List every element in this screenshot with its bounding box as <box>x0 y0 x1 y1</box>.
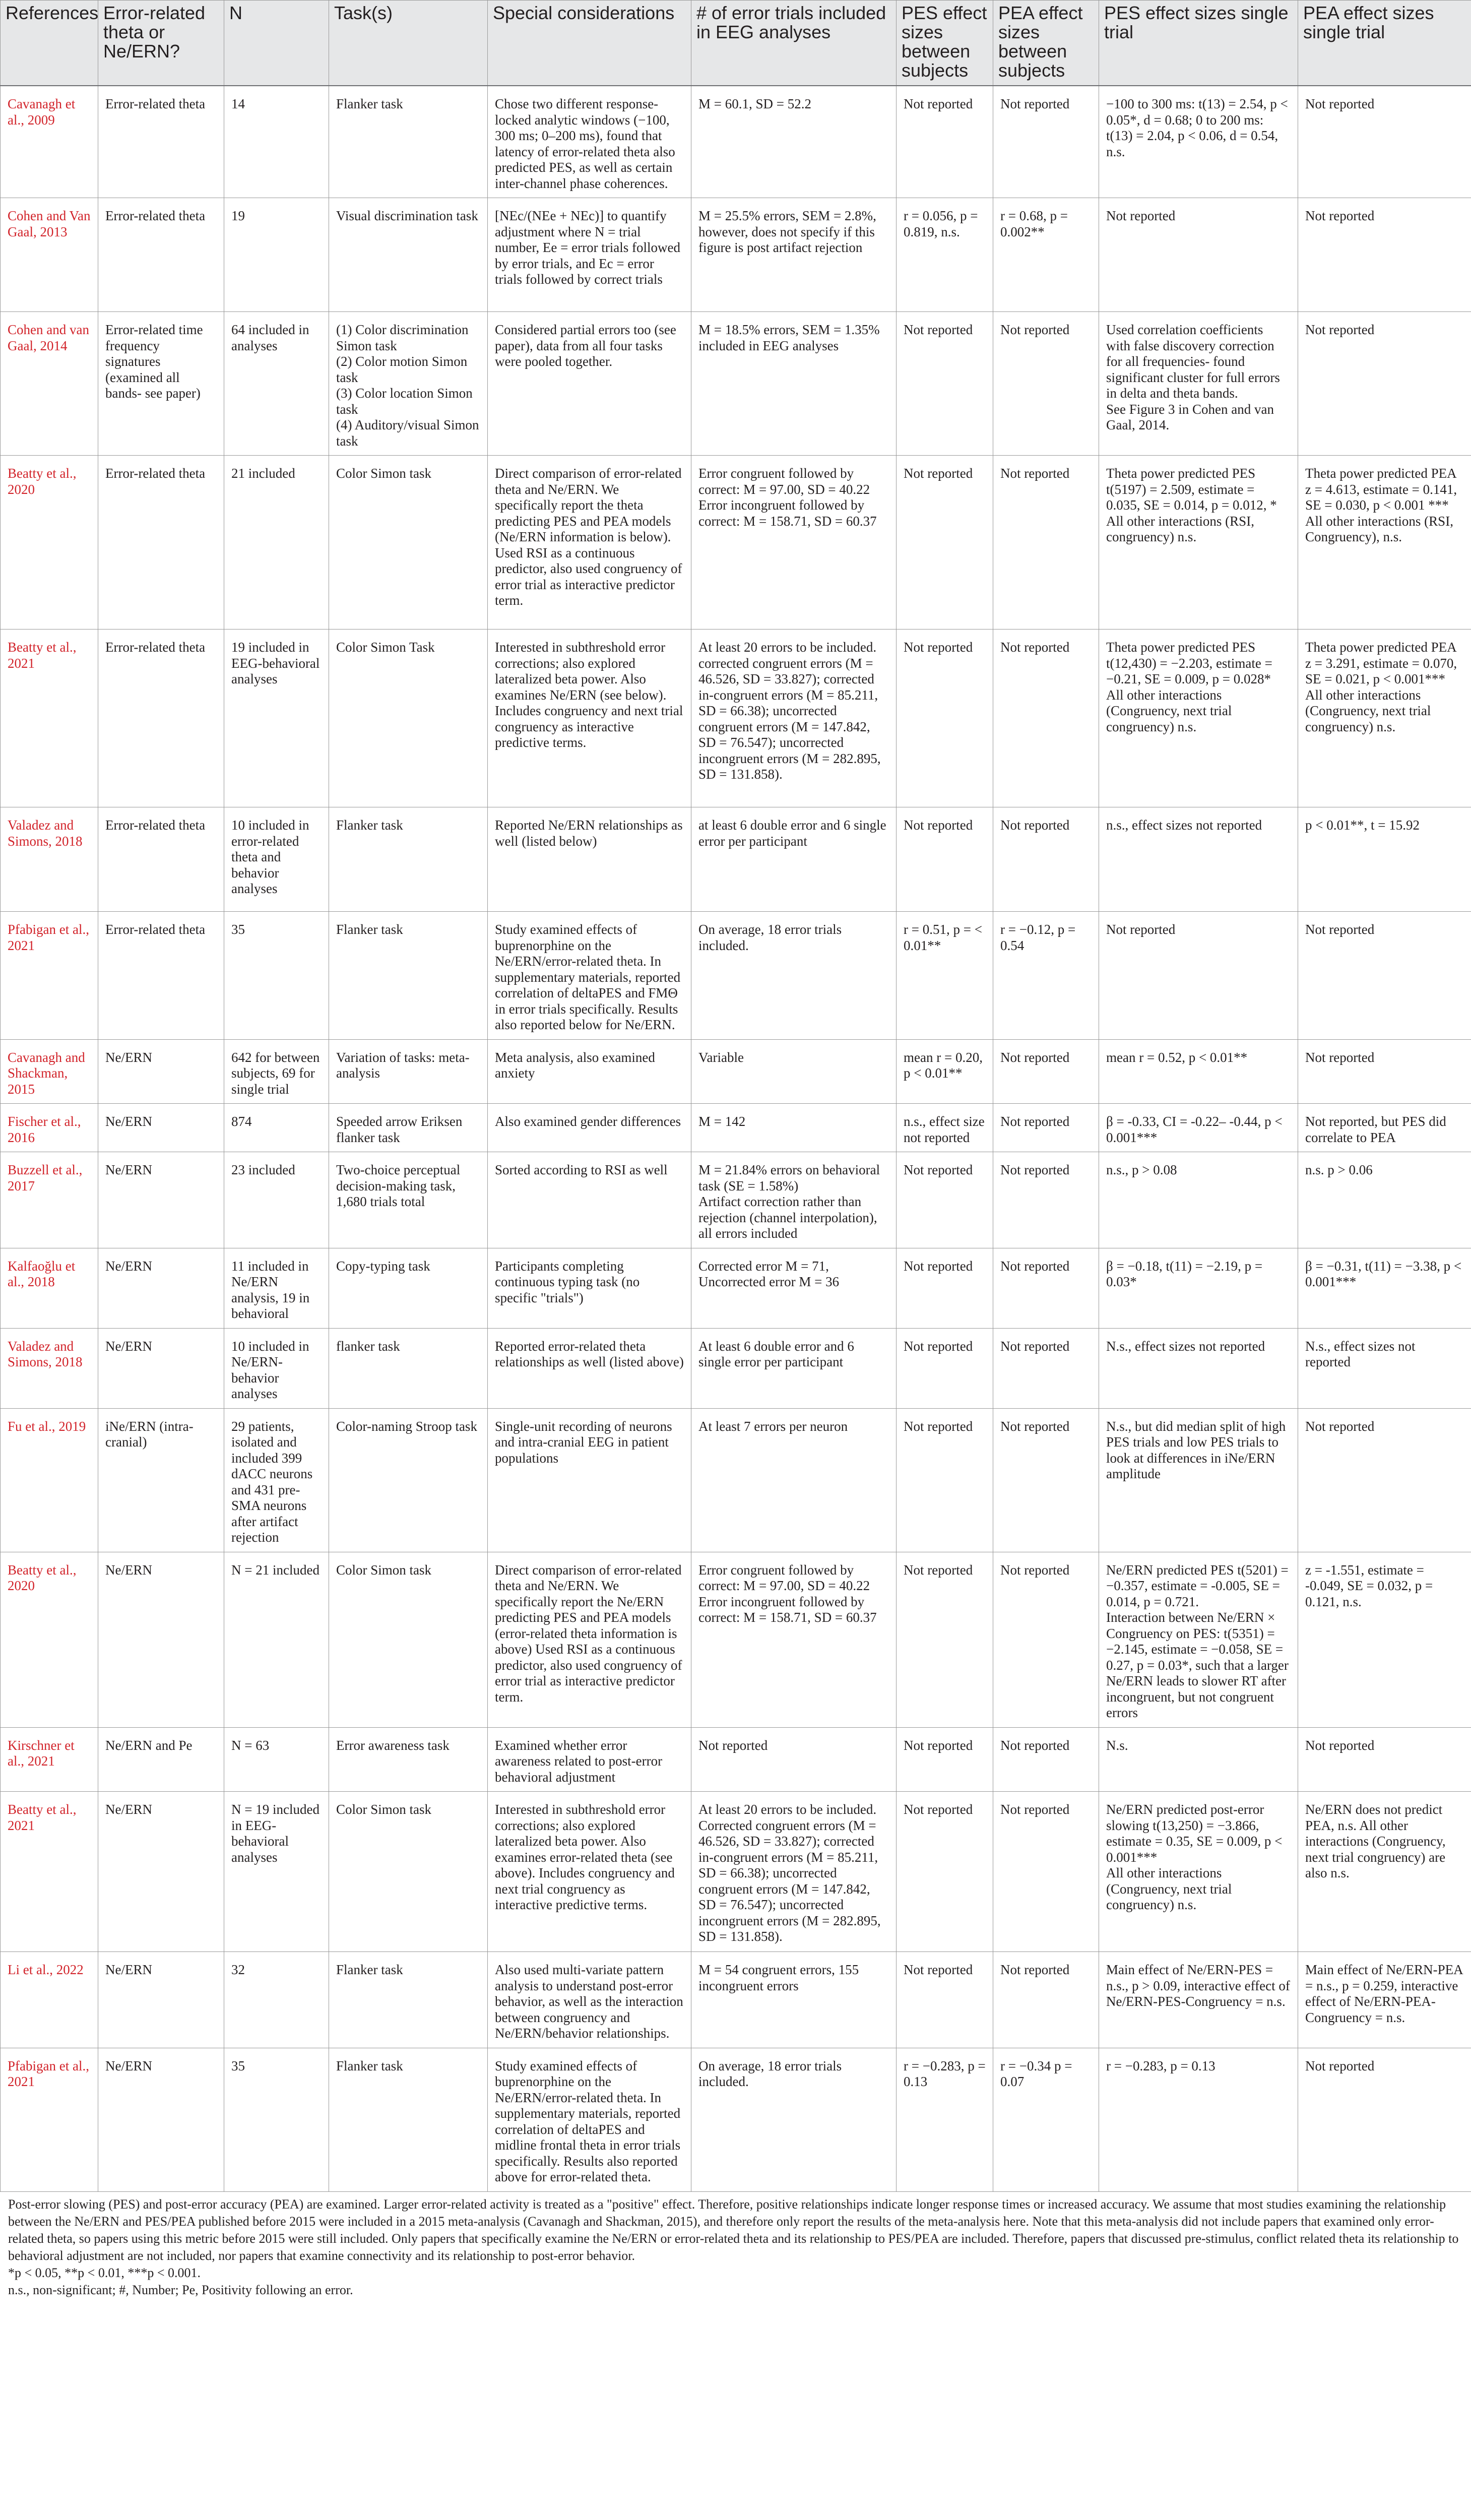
table-cell: Flanker task <box>329 86 488 198</box>
table-cell: p < 0.01**, t = 15.92 <box>1298 807 1471 912</box>
column-header: PEA effect sizes between subjects <box>993 1 1099 86</box>
table-cell: Not reported <box>897 1792 993 1952</box>
table-cell: Not reported <box>993 312 1099 456</box>
table-cell: Not reported, but PES did correlate to PEA <box>1298 1104 1471 1152</box>
table-cell: β = −0.31, t(11) = −3.38, p < 0.001*** <box>1298 1248 1471 1328</box>
table-cell: r = 0.51, p = < 0.01** <box>897 912 993 1040</box>
cell-line: Error congruent followed by correct: M = 97.00, SD = 40.22 <box>698 1562 870 1593</box>
table-row <box>1 1104 1471 1152</box>
table-cell: 11 included in Ne/ERN analysis, 19 in behavioral <box>224 1248 329 1328</box>
cell-line: All other interactions (RSI, congruency) n.s. <box>1106 513 1254 544</box>
table-cell: Not reported <box>897 1152 993 1248</box>
table-cell: Ne/ERN <box>98 1104 224 1152</box>
table-cell: Ne/ERN <box>98 1792 224 1952</box>
table-cell: Not reported <box>993 86 1099 198</box>
table-cell: Not reported <box>993 1952 1099 2048</box>
table-cell: 64 included in analyses <box>224 312 329 456</box>
table-cell: Flanker task <box>329 1952 488 2048</box>
table-row <box>1 1552 1471 1727</box>
table-cell: 874 <box>224 1104 329 1152</box>
cell-line: (3) Color location Simon task <box>336 386 473 417</box>
table-cell: Error awareness task <box>329 1727 488 1792</box>
table-cell: Not reported <box>1298 1039 1471 1104</box>
table-cell: Ne/ERN does not predict PEA, n.s. All other interactions (Congruency, next trial congruency) are also n.s. <box>1298 1792 1471 1952</box>
table-cell: N = 63 <box>224 1727 329 1792</box>
table-cell: Not reported <box>993 456 1099 629</box>
table-cell: Not reported <box>993 1408 1099 1552</box>
column-header: PES effect sizes between subjects <box>897 1 993 86</box>
table-cell: Copy-typing task <box>329 1248 488 1328</box>
table-row <box>1 1328 1471 1408</box>
table-cell <box>329 312 488 456</box>
reference-link[interactable]: Valadez and Simons, 2018 <box>1 1328 98 1408</box>
table-cell: Not reported <box>993 629 1099 807</box>
cell-line: Error congruent followed by correct: M = 97.00, SD = 40.22 <box>698 466 870 497</box>
cell-line: All other interactions (RSI, Congruency), n.s. <box>1305 513 1453 544</box>
table-cell: Interested in subthreshold error corrections; also explored lateralized beta power. Also examines Ne/ERN (see below). Includes congruency and next trial congruency as interactive predictive terms. <box>488 629 691 807</box>
table-cell: 29 patients, isolated and included 399 dACC neurons and 431 pre-SMA neurons after artifact rejection <box>224 1408 329 1552</box>
column-header: N <box>224 1 329 86</box>
table-cell: r = −0.12, p = 0.54 <box>993 912 1099 1040</box>
table-cell: N.s., but did median split of high PES trials and low PES trials to look at differences in iNe/ERN amplitude <box>1099 1408 1298 1552</box>
footnote-significance: *p < 0.05, **p < 0.01, ***p < 0.001. <box>8 2265 201 2280</box>
table-cell: Ne/ERN and Pe <box>98 1727 224 1792</box>
table-cell: n.s., effect sizes not reported <box>1099 807 1298 912</box>
reference-link[interactable]: Li et al., 2022 <box>1 1952 98 2048</box>
table-cell: Color Simon task <box>329 456 488 629</box>
table-cell: Not reported <box>1099 198 1298 312</box>
table-cell: Ne/ERN <box>98 1952 224 2048</box>
table-cell: r = 0.68, p = 0.002** <box>993 198 1099 312</box>
table-cell: 19 <box>224 198 329 312</box>
table-cell: M = 142 <box>691 1104 897 1152</box>
table-cell: Single-unit recording of neurons and intra-cranial EEG in patient populations <box>488 1408 691 1552</box>
table-body <box>1 86 1471 2191</box>
table-cell: Also examined gender differences <box>488 1104 691 1152</box>
table-cell: β = −0.18, t(11) = −2.19, p = 0.03* <box>1099 1248 1298 1328</box>
table-cell: Not reported <box>897 86 993 198</box>
table-cell: Not reported <box>1298 86 1471 198</box>
table-row <box>1 1248 1471 1328</box>
cell-line: All other interactions (Congruency, next trial congruency) n.s. <box>1106 687 1232 734</box>
table-cell: Not reported <box>897 312 993 456</box>
table-cell: Participants completing continuous typing task (no specific "trials") <box>488 1248 691 1328</box>
table-cell: 35 <box>224 2048 329 2191</box>
table-cell: Ne/ERN <box>98 1552 224 1727</box>
table-row <box>1 912 1471 1040</box>
table-cell: n.s., effect size not reported <box>897 1104 993 1152</box>
table-cell: Not reported <box>993 1248 1099 1328</box>
table-row <box>1 1152 1471 1248</box>
table-cell: 10 included in Ne/ERN-behavior analyses <box>224 1328 329 1408</box>
column-header: References <box>1 1 98 86</box>
table-cell: Speeded arrow Eriksen flanker task <box>329 1104 488 1152</box>
table-cell: Flanker task <box>329 2048 488 2191</box>
table-cell: Direct comparison of error-related theta and Ne/ERN. We specifically report the theta predicting PES and PEA models (Ne/ERN information is below). Used RSI as a continuous predictor, also used congruency of error trial as interactive predictor term. <box>488 456 691 629</box>
cell-line: (1) Color discrimination Simon task <box>336 322 469 353</box>
table-cell: Not reported <box>1298 1408 1471 1552</box>
reference-link[interactable]: Fu et al., 2019 <box>1 1408 98 1552</box>
table-cell: r = −0.283, p = 0.13 <box>1099 2048 1298 2191</box>
table-cell: Main effect of Ne/ERN-PES = n.s., p > 0.09, interactive effect of Ne/ERN-PES-Congruency = n.s. <box>1099 1952 1298 2048</box>
table-cell <box>1298 456 1471 629</box>
table-cell: Interested in subthreshold error corrections; also explored lateralized beta power. Also examines error-related theta (see above). Includes congruency and next trial congruency as interactive predictive terms. <box>488 1792 691 1952</box>
table-cell: flanker task <box>329 1328 488 1408</box>
table-cell: [NEc/(NEe + NEc)] to quantify adjustment where N = trial number, Ee = error trials followed by error trials, and Ec = error trials followed by correct trials <box>488 198 691 312</box>
cell-line: (4) Auditory/visual Simon task <box>336 417 479 449</box>
table-cell: 642 for between subjects, 69 for single trial <box>224 1039 329 1104</box>
table-cell: Study examined effects of buprenorphine on the Ne/ERN/error-related theta. In supplementary materials, reported correlation of deltaPES and midline frontal theta in error trials specifically. Results also reported above for error-related theta. <box>488 2048 691 2191</box>
table-cell: Two-choice perceptual decision-making task, 1,680 trials total <box>329 1152 488 1248</box>
table-cell: At least 7 errors per neuron <box>691 1408 897 1552</box>
reference-link[interactable]: Kirschner et al., 2021 <box>1 1727 98 1792</box>
table-cell: Error-related theta <box>98 629 224 807</box>
table-cell: 21 included <box>224 456 329 629</box>
table-cell: Not reported <box>897 1408 993 1552</box>
table-cell: Error-related theta <box>98 456 224 629</box>
table-cell <box>1298 629 1471 807</box>
reference-link[interactable]: Beatty et al., 2021 <box>1 629 98 807</box>
table-cell: M = 25.5% errors, SEM = 2.8%, however, does not specify if this figure is post artifact rejection <box>691 198 897 312</box>
table-row <box>1 1727 1471 1792</box>
table-cell: Color Simon task <box>329 1552 488 1727</box>
table-cell: Study examined effects of buprenorphine on the Ne/ERN/error-related theta. In supplementary materials, reported correlation of deltaPES and FMΘ in error trials specifically. Results also reported below for Ne/ERN. <box>488 912 691 1040</box>
table-cell: Not reported <box>897 1328 993 1408</box>
cell-line: All other interactions (Congruency, next trial congruency) n.s. <box>1106 1865 1232 1912</box>
table-cell <box>1099 1792 1298 1952</box>
table-cell: Reported error-related theta relationships as well (listed above) <box>488 1328 691 1408</box>
reference-link[interactable]: Fischer et al., 2016 <box>1 1104 98 1152</box>
table-cell: mean r = 0.52, p < 0.01** <box>1099 1039 1298 1104</box>
table-row <box>1 629 1471 807</box>
cell-line: Theta power predicted PEA z = 3.291, estimate = 0.070, SE = 0.021, p < 0.001*** <box>1305 640 1457 686</box>
table-cell: Variable <box>691 1039 897 1104</box>
cell-line: Theta power predicted PES t(12,430) = −2.203, estimate = −0.21, SE = 0.009, p = 0.028* <box>1106 640 1272 686</box>
reference-link[interactable]: Beatty et al., 2021 <box>1 1792 98 1952</box>
table-cell: Ne/ERN <box>98 1328 224 1408</box>
reference-link[interactable]: Cavanagh et al., 2009 <box>1 86 98 198</box>
cell-line: (2) Color motion Simon task <box>336 354 468 385</box>
table-cell: r = 0.056, p = 0.819, n.s. <box>897 198 993 312</box>
table-cell: Direct comparison of error-related theta and Ne/ERN. We specifically report the Ne/ERN predicting PES and PEA models (error-related theta information is above) Used RSI as a continuous predictor, also used congruency of error trial as interactive predictor term. <box>488 1552 691 1727</box>
footnote-abbreviations: n.s., non-significant; #, Number; Pe, Positivity following an error. <box>8 2282 353 2297</box>
table-cell <box>1099 456 1298 629</box>
table-row <box>1 1408 1471 1552</box>
table-cell: Visual discrimination task <box>329 198 488 312</box>
table-cell: −100 to 300 ms: t(13) = 2.54, p < 0.05*, d = 0.68; 0 to 200 ms: t(13) = 2.04, p < 0.06, d = 0.54, n.s. <box>1099 86 1298 198</box>
table-cell: Variation of tasks: meta-analysis <box>329 1039 488 1104</box>
column-header: PES effect sizes single trial <box>1099 1 1298 86</box>
table-row <box>1 1952 1471 2048</box>
table-cell: Not reported <box>897 1248 993 1328</box>
table-cell: 35 <box>224 912 329 1040</box>
table-cell: At least 6 double error and 6 single error per participant <box>691 1328 897 1408</box>
cell-line: Ne/ERN predicted PES t(5201) = −0.357, estimate = -0.005, SE = 0.014, p = 0.721. <box>1106 1562 1289 1609</box>
table-cell: 32 <box>224 1952 329 2048</box>
table-cell: Examined whether error awareness related to post-error behavioral adjustment <box>488 1727 691 1792</box>
table-cell: Not reported <box>1298 198 1471 312</box>
reference-link[interactable]: Cohen and Van Gaal, 2013 <box>1 198 98 312</box>
table-cell: Not reported <box>1298 912 1471 1040</box>
table-row <box>1 807 1471 912</box>
table-cell <box>691 1552 897 1727</box>
table-cell: Main effect of Ne/ERN-PEA = n.s., p = 0.259, interactive effect of Ne/ERN-PEA-Congruency = n.s. <box>1298 1952 1471 2048</box>
table-cell: z = -1.551, estimate = -0.049, SE = 0.032, p = 0.121, n.s. <box>1298 1552 1471 1727</box>
table-row <box>1 312 1471 456</box>
table-cell: iNe/ERN (intra-cranial) <box>98 1408 224 1552</box>
reference-link[interactable]: Pfabigan et al., 2021 <box>1 912 98 1040</box>
table-cell: On average, 18 error trials included. <box>691 2048 897 2191</box>
table-cell: M = 54 congruent errors, 155 incongruent errors <box>691 1952 897 2048</box>
table-cell: Considered partial errors too (see paper), data from all four tasks were pooled together. <box>488 312 691 456</box>
table-cell: Not reported <box>897 1552 993 1727</box>
table-cell: Not reported <box>897 807 993 912</box>
cell-line: Interaction between Ne/ERN × Congruency on PES: t(5351) = −2.145, estimate = −0.058, SE = 0.27, p = 0.03*, such that a larger Ne/ERN leads to slower RT after incongruent, but not congruent errors <box>1106 1610 1289 1720</box>
table-cell: Not reported <box>1099 912 1298 1040</box>
table-cell: Color Simon task <box>329 1792 488 1952</box>
table-cell: Not reported <box>1298 2048 1471 2191</box>
table-row <box>1 1039 1471 1104</box>
table-cell: 19 included in EEG-behavioral analyses <box>224 629 329 807</box>
header-row <box>1 1 1471 86</box>
reference-link[interactable]: Cohen and van Gaal, 2014 <box>1 312 98 456</box>
footnote-main: Post-error slowing (PES) and post-error accuracy (PEA) are examined. Larger error-related activity is treated as a "positive" effect. Therefore, positive relationships indicate longer response times or increased accuracy. We assume that most studies examining the relationship between the Ne/ERN and PES/PEA published before 2015 were included in a 2015 meta-analysis (Cavanagh and Shackman, 2015), and therefore only report the results of the meta-analysis here. Note that this meta-analysis did not include papers that examined only error-related theta, so papers using this metric before 2015 were still included. Only papers that specifically examine the Ne/ERN or error-related theta and its relationship to PES/PEA are included. Therefore, papers that discussed pre-stimulus, conflict related theta its relationship to behavioral adjustment are not included, nor papers that examine connectivity and its relationship to post-error behavior. <box>8 2196 1459 2263</box>
reference-link[interactable]: Beatty et al., 2020 <box>1 1552 98 1727</box>
table-cell: mean r = 0.20, p < 0.01** <box>897 1039 993 1104</box>
table-cell: Not reported <box>897 1727 993 1792</box>
table-cell: Ne/ERN <box>98 1039 224 1104</box>
table-row <box>1 86 1471 198</box>
table-row <box>1 1792 1471 1952</box>
table-cell: 10 included in error-related theta and behavior analyses <box>224 807 329 912</box>
cell-line: All other interactions (Congruency, next trial congruency) n.s. <box>1305 687 1431 734</box>
table-cell: Flanker task <box>329 912 488 1040</box>
table-cell: N.s. <box>1099 1727 1298 1792</box>
table-cell: Sorted according to RSI as well <box>488 1152 691 1248</box>
table-cell: Error-related theta <box>98 86 224 198</box>
cell-line: Artifact correction rather than rejection (channel interpolation), all errors included <box>698 1194 877 1241</box>
table-cell: Meta analysis, also examined anxiety <box>488 1039 691 1104</box>
table-cell: Not reported <box>897 1952 993 2048</box>
table-cell: M = 60.1, SD = 52.2 <box>691 86 897 198</box>
table-cell: Error-related theta <box>98 912 224 1040</box>
reference-link[interactable]: Pfabigan et al., 2021 <box>1 2048 98 2191</box>
table-cell: at least 6 double error and 6 single error per participant <box>691 807 897 912</box>
column-header: Task(s) <box>329 1 488 86</box>
table-cell: At least 20 errors to be included. Corrected congruent errors (M = 46.526, SD = 33.827); corrected in-congruent errors (M = 85.211, SD = 66.38); uncorrected congruent errors (M = 147.842, SD = 76.547); uncorrected incongruent errors (M = 282.895, SD = 131.858). <box>691 1792 897 1952</box>
column-header: Special considerations <box>488 1 691 86</box>
table-cell: N = 21 included <box>224 1552 329 1727</box>
cell-line: See Figure 3 in Cohen and van Gaal, 2014. <box>1106 401 1274 432</box>
table-cell: Not reported <box>897 629 993 807</box>
table-cell: Flanker task <box>329 807 488 912</box>
table-cell: M = 18.5% errors, SEM = 1.35% included in EEG analyses <box>691 312 897 456</box>
table-cell <box>1099 629 1298 807</box>
cell-line: Error incongruent followed by correct: M = 158.71, SD = 60.37 <box>698 497 877 529</box>
table-cell: n.s. p > 0.06 <box>1298 1152 1471 1248</box>
cell-line: Theta power predicted PES t(5197) = 2.509, estimate = 0.035, SE = 0.014, p = 0.012, * <box>1106 466 1277 513</box>
table-cell: Not reported <box>1298 312 1471 456</box>
table-cell <box>1099 1552 1298 1727</box>
table-cell <box>1099 312 1298 456</box>
table-cell: Ne/ERN <box>98 2048 224 2191</box>
cell-line: Theta power predicted PEA z = 4.613, estimate = 0.141, SE = 0.030, p < 0.001 *** <box>1305 466 1457 513</box>
table-cell: N.s., effect sizes not reported <box>1298 1328 1471 1408</box>
column-header: PEA effect sizes single trial <box>1298 1 1471 86</box>
table-cell: Error-related theta <box>98 807 224 912</box>
table-cell: Error-related theta <box>98 198 224 312</box>
table-cell: Ne/ERN <box>98 1248 224 1328</box>
table-cell: Not reported <box>993 1792 1099 1952</box>
table-cell: Not reported <box>993 1152 1099 1248</box>
table-footnote <box>0 2192 1471 2299</box>
table-cell: Not reported <box>993 1039 1099 1104</box>
table-cell: Not reported <box>993 1328 1099 1408</box>
table-cell: n.s., p > 0.08 <box>1099 1152 1298 1248</box>
reference-link[interactable]: Cavanagh and Shackman, 2015 <box>1 1039 98 1104</box>
table-cell: Reported Ne/ERN relationships as well (listed below) <box>488 807 691 912</box>
table-cell: N = 19 included in EEG-behavioral analyses <box>224 1792 329 1952</box>
table-cell: r = −0.34 p = 0.07 <box>993 2048 1099 2191</box>
table-cell: Not reported <box>897 456 993 629</box>
table-cell: Not reported <box>993 1552 1099 1727</box>
reference-link[interactable]: Buzzell et al., 2017 <box>1 1152 98 1248</box>
table-cell: β = -0.33, CI = -0.22– -0.44, p < 0.001*** <box>1099 1104 1298 1152</box>
cell-line: Used correlation coefficients with false discovery correction for all frequencies- found significant cluster for full errors in delta and theta bands. <box>1106 322 1280 401</box>
table-cell: Not reported <box>993 807 1099 912</box>
table-cell <box>691 1152 897 1248</box>
table-cell: Chose two different response-locked analytic windows (−100, 300 ms; 0–200 ms), found that latency of error-related theta also predicted PES, as well as certain inter-channel phase coherences. <box>488 86 691 198</box>
table-cell: Not reported <box>993 1104 1099 1152</box>
column-header: # of error trials included in EEG analyses <box>691 1 897 86</box>
table-cell: r = −0.283, p = 0.13 <box>897 2048 993 2191</box>
table-cell: Not reported <box>993 1727 1099 1792</box>
table-cell: 23 included <box>224 1152 329 1248</box>
column-header: Error-related theta or Ne/ERN? <box>98 1 224 86</box>
reference-link[interactable]: Valadez and Simons, 2018 <box>1 807 98 912</box>
table-cell: Not reported <box>691 1727 897 1792</box>
table-cell: At least 20 errors to be included. corrected congruent errors (M = 46.526, SD = 33.827); corrected in-congruent errors (M = 85.211, SD = 66.38); uncorrected congruent errors (M = 147.842, SD = 76.547); uncorrected incongruent errors (M = 282.895, SD = 131.858). <box>691 629 897 807</box>
table-cell: Error-related time frequency signatures (examined all bands- see paper) <box>98 312 224 456</box>
table-cell <box>691 456 897 629</box>
table-row <box>1 198 1471 312</box>
reference-link[interactable]: Beatty et al., 2020 <box>1 456 98 629</box>
table-cell: Also used multi-variate pattern analysis to understand post-error behavior, as well as the interaction between congruency and Ne/ERN/behavior relationships. <box>488 1952 691 2048</box>
table-row <box>1 456 1471 629</box>
table-row <box>1 2048 1471 2191</box>
cell-line: M = 21.84% errors on behavioral task (SE = 1.58%) <box>698 1162 880 1193</box>
table-cell: On average, 18 error trials included. <box>691 912 897 1040</box>
table-cell: 14 <box>224 86 329 198</box>
table-cell: Ne/ERN <box>98 1152 224 1248</box>
cell-line: Error incongruent followed by correct: M = 158.71, SD = 60.37 <box>698 1594 877 1625</box>
table-cell: Not reported <box>1298 1727 1471 1792</box>
reference-link[interactable]: Kalfaoğlu et al., 2018 <box>1 1248 98 1328</box>
cell-line: Ne/ERN predicted post-error slowing t(13,250) = −3.866, estimate = 0.35, SE = 0.009, p < 0.001*** <box>1106 1802 1283 1865</box>
table-cell: Corrected error M = 71, Uncorrected error M = 36 <box>691 1248 897 1328</box>
table-cell: N.s., effect sizes not reported <box>1099 1328 1298 1408</box>
table-cell: Color-naming Stroop task <box>329 1408 488 1552</box>
table-cell: Color Simon Task <box>329 629 488 807</box>
